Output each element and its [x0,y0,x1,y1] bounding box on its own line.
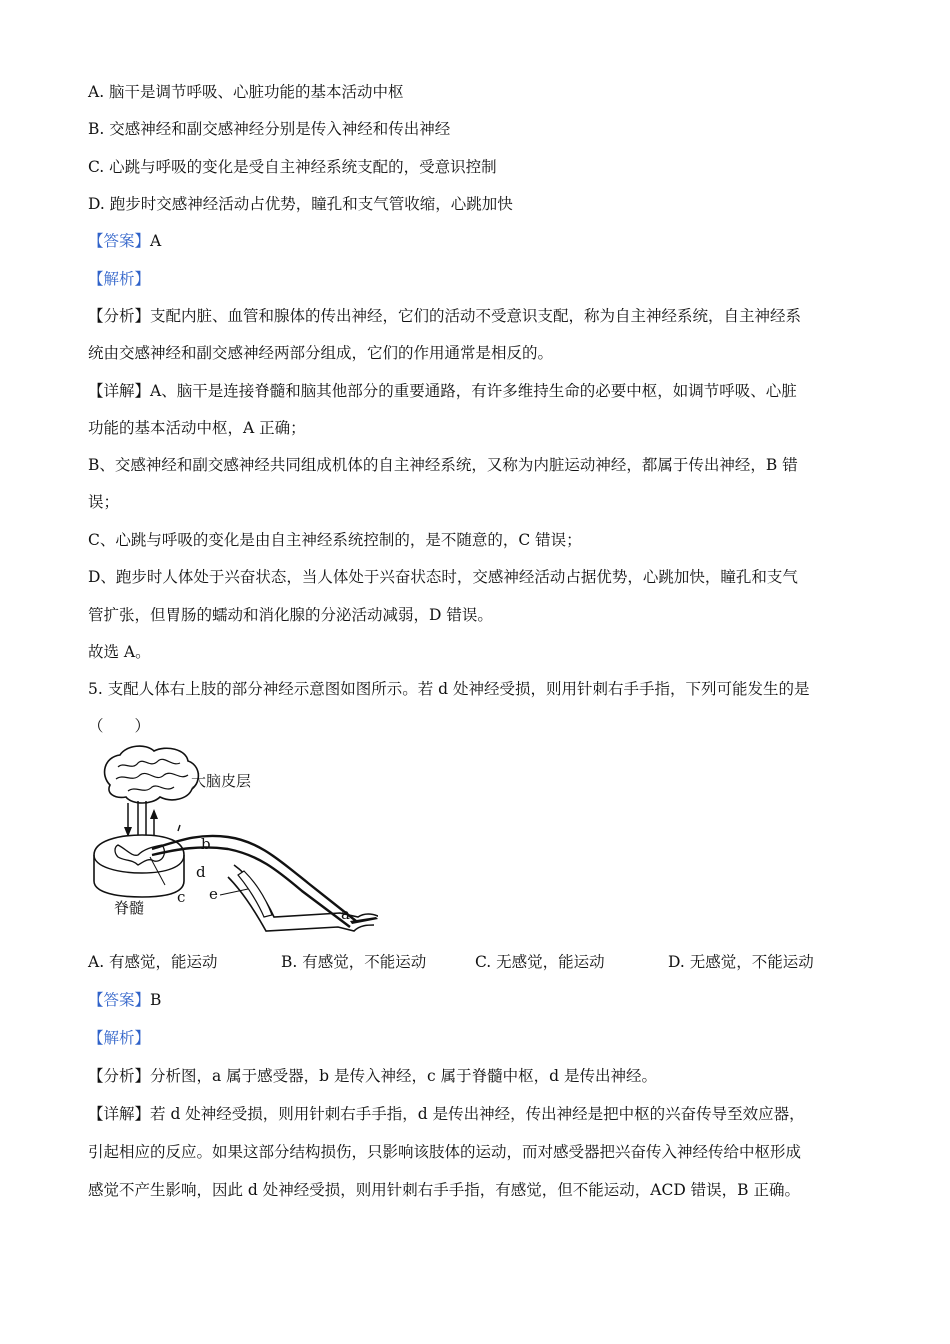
q5-detail-line-3: 感觉不产生影响，因此 d 处神经受损，则用针刺右手手指，有感觉，但不能运动，ACD 错误，B 正确。 [88,1181,801,1199]
q5-option-b: B. 有感觉，不能运动 [281,953,427,971]
q4-conclusion: 故选 A。 [88,643,151,661]
q5-detail-line-2: 引起相应的反应。如果这部分结构损伤，只影响该肢体的运动，而对感受器把兴奋传入神经传给中枢形成 [88,1143,802,1161]
detail-tag: 【详解】 [88,382,151,400]
answer-tag: 【答案】 [88,232,151,250]
up-arrow [150,809,158,819]
q5-option-d: D. 无感觉，不能运动 [668,953,814,971]
q5-stem-line-1: 5. 支配人体右上肢的部分神经示意图如图所示。若 d 处神经受损，则用针刺右手手指，下列可能发生的是 [88,680,810,698]
label-b: b [201,835,211,853]
fenxi-text: 分析图，a 属于感受器，b 是传入神经，c 属于脊髓中枢，d 是传出神经。 [150,1067,657,1085]
q5-detail-line-1 [88,1104,805,1124]
label-d: d [196,863,206,881]
detail-text: 若 d 处神经受损，则用针刺右手手指，d 是传出神经，传出神经是把中枢的兴奋传导至效应器， [150,1105,805,1123]
q4-fenxi-line-1 [88,306,801,326]
q4-option-d: D. 跑步时交感神经活动占优势，瞳孔和支气管收缩，心跳加快 [88,195,513,213]
label-c: c [177,888,186,906]
fenxi-tag: 【分析】 [88,1067,151,1085]
q4-option-a: A. 脑干是调节呼吸、心脏功能的基本活动中枢 [88,83,404,101]
nerve-diagram [88,745,378,940]
q4-detail-line-2: 功能的基本活动中枢，A 正确； [88,419,306,437]
q4-detail-line-7: 管扩张，但胃肠的蠕动和消化腺的分泌活动减弱，D 错误。 [88,606,493,624]
brain-outline [105,746,199,803]
label-spinal-cord: 脊髓 [114,899,145,917]
q4-answer-line [88,231,161,251]
q4-detail-line-4: 误； [88,493,120,511]
q5-stem-line-2: （ ） [88,717,151,735]
q5-fenxi-line [88,1066,657,1086]
q4-option-b: B. 交感神经和副交感神经分别是传入神经和传出神经 [88,120,451,138]
fenxi-text: 支配内脏、血管和腺体的传出神经，它们的活动不受意识支配，称为自主神经系统，自主神经系 [150,307,802,325]
q4-detail-line-3: B、交感神经和副交感神经共同组成机体的自主神经系统，又称为内脏运动神经，都属于传出神经，B 错 [88,456,798,474]
answer-value: B [150,991,162,1009]
q4-detail-line-6: D、跑步时人体处于兴奋状态，当人体处于兴奋状态时，交感神经活动占据优势，心跳加快，瞳孔和支气 [88,568,798,586]
q4-detail-line-5: C、心跳与呼吸的变化是由自主神经系统控制的，是不随意的，C 错误； [88,531,582,549]
label-a: a [341,905,350,923]
answer-tag: 【答案】 [88,991,151,1009]
q4-detail-line-1 [88,381,797,401]
q5-option-a: A. 有感觉，能运动 [88,953,218,971]
q4-fenxi-line-2: 统由交感神经和副交感神经两部分组成，它们的作用通常是相反的。 [88,344,554,362]
analysis-tag: 【解析】 [88,1029,151,1047]
q4-option-c: C. 心跳与呼吸的变化是受自主神经系统支配的，受意识控制 [88,158,497,176]
answer-value: A [150,232,162,250]
analysis-tag: 【解析】 [88,270,151,288]
fenxi-tag: 【分析】 [88,307,151,325]
label-cortex: 大脑皮层 [191,772,252,790]
label-e: e [209,885,218,903]
detail-tag: 【详解】 [88,1105,151,1123]
detail-text: A、脑干是连接脊髓和脑其他部分的重要通路，有许多维持生命的必要中枢，如调节呼吸、心脏 [150,382,797,400]
q5-answer-line [88,990,161,1010]
q5-option-c: C. 无感觉，能运动 [475,953,605,971]
q5-options [88,952,868,972]
